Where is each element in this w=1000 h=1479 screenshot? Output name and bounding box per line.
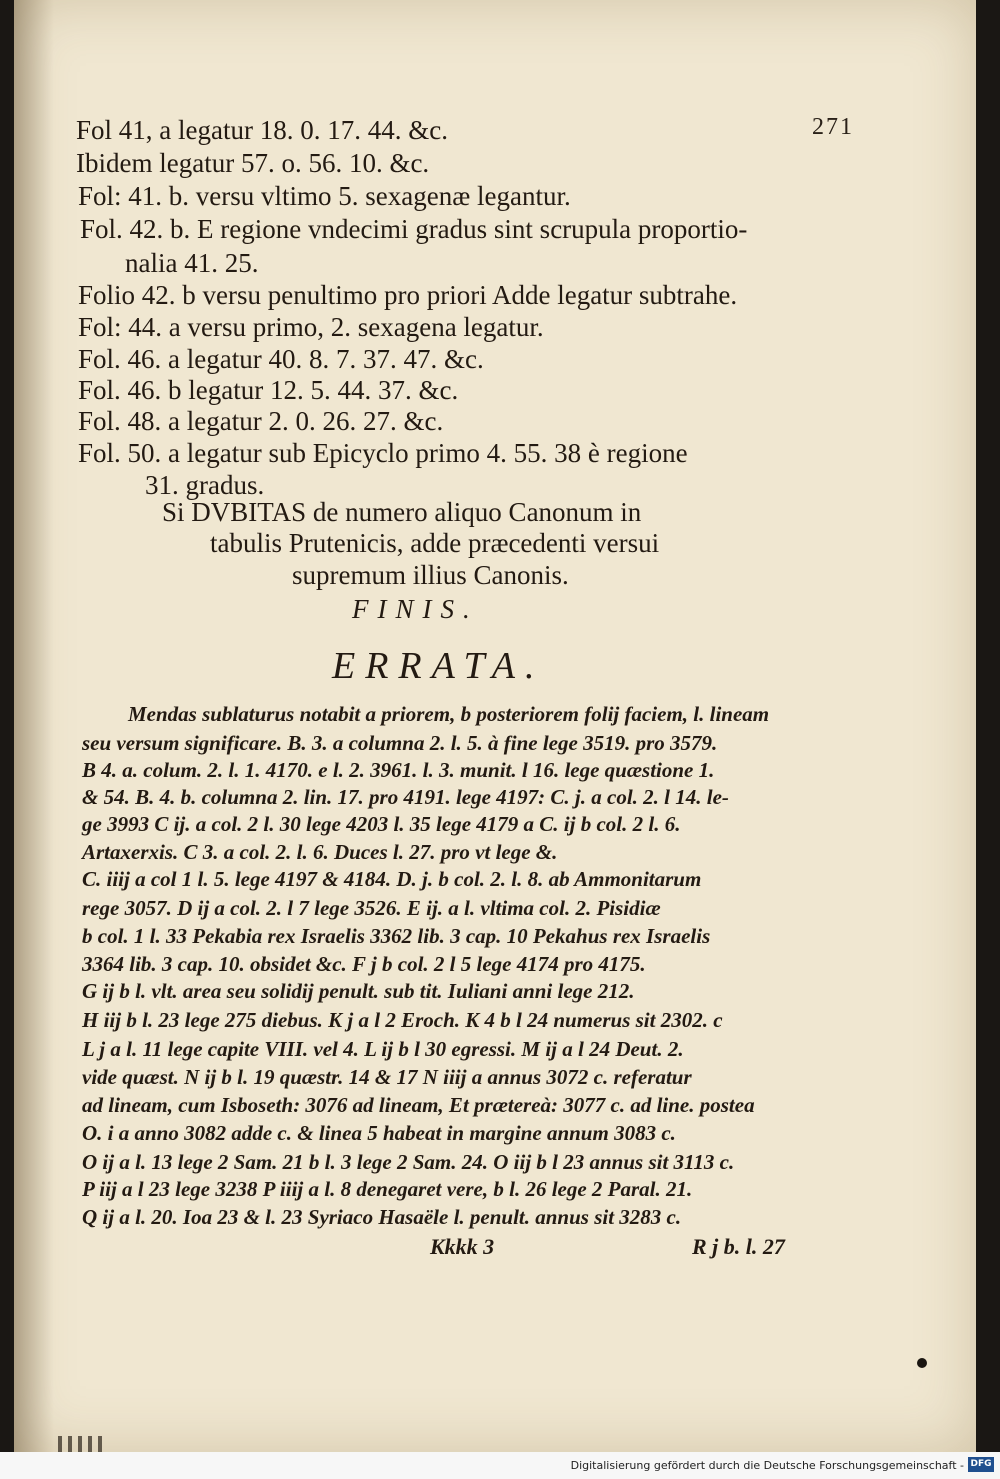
- errata-line: Fol 41, a legatur 18. 0. 17. 44. &c.: [76, 115, 448, 145]
- note-line: supremum illius Canonis.: [292, 560, 569, 590]
- errata-line: Ibidem legatur 57. o. 56. 10. &c.: [76, 148, 430, 178]
- errata-title: ERRATA.: [332, 645, 545, 687]
- errata-line: Folio 42. b versu penultimo pro priori Adde legatur subtrahe.: [78, 280, 738, 310]
- footer-credit: Digitalisierung gefördert durch die Deutsche Forschungsgemeinschaft -: [570, 1459, 964, 1472]
- errata-entry: O ij a l. 13 lege 2 Sam. 21 b l. 3 lege 2 Sam. 24. O iij b l 23 annus sit 3113 c.: [82, 1150, 735, 1174]
- errata-entry: rege 3057. D ij a col. 2. l 7 lege 3526. E ij. a l. vltima col. 2. Pisidiæ: [82, 896, 661, 920]
- ink-dot: [917, 1358, 927, 1368]
- errata-entry: vide quæst. N ij b l. 19 quæstr. 14 & 17 N iiij a annus 3072 c. referatur: [82, 1065, 692, 1089]
- errata-line: Fol. 46. b legatur 12. 5. 44. 37. &c.: [78, 375, 459, 405]
- errata-line: nalia 41. 25.: [125, 248, 259, 278]
- errata-entry: H iij b l. 23 lege 275 diebus. K j a l 2 Eroch. K 4 b l 24 numerus sit 2302. c: [82, 1008, 723, 1032]
- errata-line: Fol. 42. b. E regione vndecimi gradus sint scrupula proportio-: [80, 214, 748, 244]
- errata-entry: G ij b l. vlt. area seu solidij penult. sub tit. Iuliani anni lege 212.: [82, 979, 635, 1003]
- signature-mark: Kkkk 3: [430, 1234, 495, 1259]
- errata-line: Fol. 46. a legatur 40. 8. 7. 37. 47. &c.: [78, 344, 484, 374]
- errata-entry: O. i a anno 3082 adde c. & linea 5 habeat in margine annum 3083 c.: [82, 1121, 676, 1145]
- errata-entry: b col. 1 l. 33 Pekabia rex Israelis 3362 lib. 3 cap. 10 Pekahus rex Israelis: [82, 924, 711, 948]
- errata-line: Fol. 50. a legatur sub Epicyclo primo 4. 55. 38 è regione: [78, 438, 688, 468]
- errata-entry: L j a l. 11 lege capite VIII. vel 4. L ij b l 30 egressi. M ij a l 24 Deut. 2.: [82, 1037, 684, 1061]
- errata-entry: seu versum significare. B. 3. a columna 2. l. 5. à fine lege 3519. pro 3579.: [82, 731, 718, 755]
- note-line: Si DVBITAS de numero aliquo Canonum in: [162, 497, 642, 527]
- errata-entry: Mendas sublaturus notabit a priorem, b posteriorem folij faciem, l. lineam: [128, 702, 770, 726]
- errata-entry: Artaxerxis. C 3. a col. 2. l. 6. Duces l. 27. pro vt lege &.: [82, 840, 558, 864]
- errata-entry: P iij a l 23 lege 3238 P iiij a l. 8 denegaret vere, b l. 26 lege 2 Paral. 21.: [82, 1177, 693, 1201]
- catchword: R j b. l. 27: [692, 1234, 785, 1259]
- errata-entry: C. iiij a col 1 l. 5. lege 4197 & 4184. D. j. b col. 2. l. 8. ab Ammonitarum: [82, 867, 702, 891]
- errata-line: 31. gradus.: [145, 470, 265, 500]
- errata-entry: B 4. a. colum. 2. l. 1. 4170. e l. 2. 3961. l. 3. munit. l 16. lege quæstione 1.: [82, 758, 715, 782]
- errata-entry: & 54. B. 4. b. columna 2. lin. 17. pro 4191. lege 4197: C. j. a col. 2. l 14. le-: [82, 785, 729, 809]
- errata-entry: ge 3993 C ij. a col. 2 l. 30 lege 4203 l. 35 lege 4179 a C. ij b col. 2 l. 6.: [82, 812, 681, 836]
- dfg-logo-icon: DFG: [968, 1457, 994, 1472]
- finis-heading: FINIS.: [352, 594, 479, 624]
- errata-entry: Q ij a l. 20. Ioa 23 & l. 23 Syriaco Hasaële l. penult. annus sit 3283 c.: [82, 1205, 682, 1229]
- note-line: tabulis Prutenicis, adde præcedenti versui: [210, 528, 660, 558]
- page-number: 271: [812, 114, 854, 140]
- errata-line: Fol: 44. a versu primo, 2. sexagena legatur.: [78, 312, 544, 342]
- errata-line: Fol. 48. a legatur 2. 0. 26. 27. &c.: [78, 406, 444, 436]
- errata-entry: ad lineam, cum Isboseth: 3076 ad lineam, Et prætereà: 3077 c. ad line. postea: [82, 1093, 755, 1117]
- errata-line: Fol: 41. b. versu vltimo 5. sexagenæ legantur.: [78, 181, 571, 211]
- errata-entry: 3364 lib. 3 cap. 10. obsidet &c. F j b col. 2 l 5 lege 4174 pro 4175.: [82, 952, 646, 976]
- page-edge-marks: [58, 1436, 104, 1452]
